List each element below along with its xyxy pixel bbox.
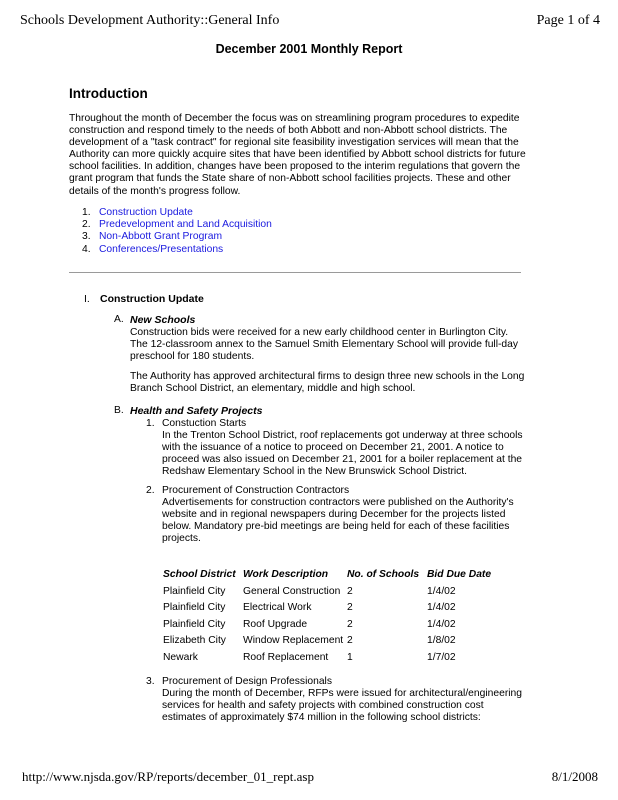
table-of-contents [82,207,272,256]
table-row [163,633,507,650]
table-cell: 2 [347,635,353,647]
table-cell: 1 [347,651,353,663]
subsection-marker-a: A. [114,314,124,325]
toc-item: 3. Non-Abbott Grant Program [82,231,223,243]
toc-link-predevelopment[interactable]: Predevelopment and Land Acquisition [99,219,272,231]
table-cell: 1/8/02 [427,635,456,647]
design-professionals-paragraph: During the month of December, RFPs were issued for architectural/engineering services for health and safety projects with combined construction cost estimates of approximately $74 million in the following school districts: [162,688,522,724]
section-divider [69,272,521,273]
print-header-title: Schools Development Authority::General Info [20,13,280,28]
table-cell: Plainfield City [163,618,226,630]
column-header: School District [163,569,236,580]
construction-contractors-paragraph: Advertisements for construction contractors were published on the Authority's website and in regional newspapers during December for the projects listed below. Mandatory pre-bid meetings are being held for each of these facilities projects. [162,497,514,545]
item-number: 3. [146,676,155,687]
toc-item: 4. Conferences/Presentations [82,243,224,255]
toc-link-construction-update[interactable]: Construction Update [99,207,193,218]
subsection-title-health-safety: Health and Safety Projects [130,405,263,417]
subsection-title-new-schools: New Schools [130,314,196,326]
report-title: December 2001 Monthly Report [215,42,403,56]
table-cell: Window Replacement [243,635,344,647]
table-cell: General Construction [243,585,341,597]
table-row [163,649,507,666]
section-number: I. [84,293,90,305]
table-row [163,583,507,600]
table-cell: 1/4/02 [427,602,456,614]
table-cell: Plainfield City [163,585,226,597]
table-cell: 2 [347,618,353,630]
toc-link-non-abbott-grant[interactable]: Non-Abbott Grant Program [99,231,223,243]
subsection-marker-b: B. [114,405,124,416]
print-header-page: Page 1 of 4 [536,13,600,28]
table-cell: 2 [347,585,353,597]
table-cell: Electrical Work [243,602,312,614]
column-header: No. of Schools [347,569,420,580]
section-title: Construction Update [100,293,204,305]
print-footer-date: 8/1/2008 [551,769,598,784]
item-title-construction-starts: Constuction Starts [162,418,247,429]
item-title-design-professionals: Procurement of Design Professionals [162,676,332,687]
item-number: 2. [146,485,155,496]
table-row [163,616,507,633]
table-cell: Newark [163,651,198,663]
column-header: Work Description [243,569,329,580]
column-header: Bid Due Date [427,569,492,580]
table-cell: 1/4/02 [427,585,456,597]
intro-paragraph: Throughout the month of December the focus was on streamlining program procedures to expedite construction and respond timely to the needs of both Abbott and non-Abbott school districts. The development of a "task contract" for regional site feasibility investigation services will mean that the Authority can more quickly acquire sites that have been identified by Abbott school districts for future school facilities. In addition, changes have been proposed to the interim regulations that govern the grant program that funds the State share of non-Abbott school facilities projects. These and other details of the month's progress follow. [69,113,526,197]
table-row [163,600,507,617]
intro-heading: Introduction [69,86,148,101]
table-cell: 1/7/02 [427,651,456,663]
table-header-row [163,566,507,583]
table-cell: 2 [347,602,353,614]
construction-starts-paragraph: In the Trenton School District, roof replacements got underway at three schools with the issuance of a notice to proceed on December 21, 2001. A notice to proceed was also issued on December 21, 2001 for a boiler replacement at the Redshaw Elementary School in the New Brunswick School District. [162,430,523,478]
toc-item: 1. Construction Update [82,207,193,218]
toc-link-conferences[interactable]: Conferences/Presentations [99,243,224,255]
table-cell: Plainfield City [163,602,226,614]
bid-table [163,566,507,666]
table-cell: 1/4/02 [427,618,456,630]
toc-item: 2. Predevelopment and Land Acquisition [82,219,272,231]
new-schools-paragraph-2: The Authority has approved architectural firms to design three new schools in the Long Branch School District, an elementary, middle and high school. [130,371,525,395]
item-title-construction-contractors: Procurement of Construction Contractors [162,485,350,496]
table-cell: Roof Replacement [243,651,329,663]
print-footer-url: http://www.njsda.gov/RP/reports/december_01_rept.asp [22,769,314,784]
table-cell: Roof Upgrade [243,618,308,630]
table-cell: Elizabeth City [163,635,226,647]
item-number: 1. [146,418,155,429]
new-schools-paragraph-1: Construction bids were received for a new early childhood center in Burlington City. The 12-classroom annex to the Samuel Smith Elementary School will provide full-day preschool for 180 students. [130,327,519,363]
